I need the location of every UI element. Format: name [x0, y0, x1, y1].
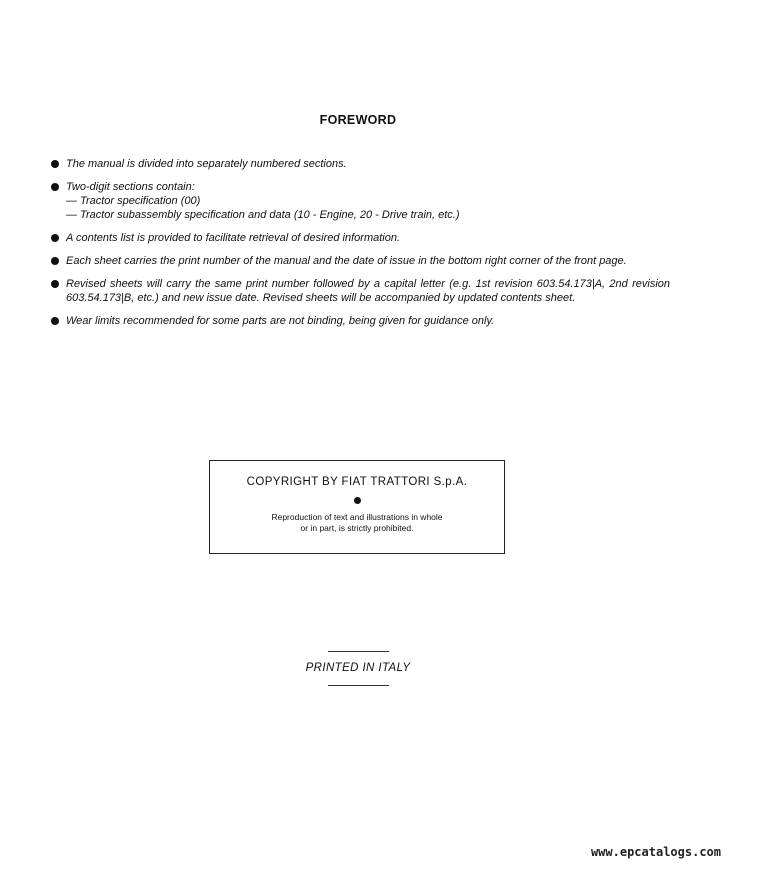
list-item [50, 231, 670, 245]
bullet-icon [51, 160, 59, 168]
bullet-icon [51, 234, 59, 242]
divider [328, 651, 389, 652]
bullet-icon [51, 317, 59, 325]
copyright-note [210, 512, 504, 534]
bullet-icon [354, 497, 361, 504]
website-watermark: www.epcatalogs.com [590, 845, 721, 859]
list-item-text: Two-digit sections contain: [66, 181, 195, 193]
list-item [50, 277, 670, 305]
page-title: FOREWORD [319, 113, 397, 127]
list-item [50, 157, 670, 171]
sub-item: — Tractor specification (00) [66, 195, 201, 207]
copyright-box [209, 460, 505, 554]
copyright-note-line: Reproduction of text and illustrations in whole [271, 512, 443, 522]
copyright-note-line: or in part, is strictly prohibited. [300, 523, 414, 533]
list-item-text: A contents list is provided to facilitate retrieval of desired information. [66, 232, 401, 244]
list-item-text: Each sheet carries the print number of the manual and the date of issue in the bottom right corner of the front page. [66, 255, 627, 267]
bullet-icon [51, 280, 59, 288]
divider [328, 685, 389, 686]
list-item [50, 314, 670, 328]
foreword-list [50, 157, 670, 337]
bullet-icon [51, 183, 59, 191]
sub-item: — Tractor subassembly specification and data (10 - Engine, 20 - Drive train, etc.) [66, 209, 460, 221]
list-item [50, 180, 670, 222]
list-item [50, 254, 670, 268]
list-item-text: Revised sheets will carry the same print number followed by a capital letter (e.g. 1st revision 603.54.173|A, 2nd revision 603.54.173|B, etc.) and new issue date. Revised sheets will be accompanied by updated contents sheet. [66, 278, 670, 304]
copyright-title: COPYRIGHT BY FIAT TRATTORI S.p.A. [246, 476, 468, 488]
bullet-icon [51, 257, 59, 265]
list-item-text: The manual is divided into separately numbered sections. [66, 158, 347, 170]
list-item-text: Wear limits recommended for some parts are not binding, being given for guidance only. [66, 315, 495, 327]
printed-in-label: PRINTED IN ITALY [305, 662, 411, 674]
